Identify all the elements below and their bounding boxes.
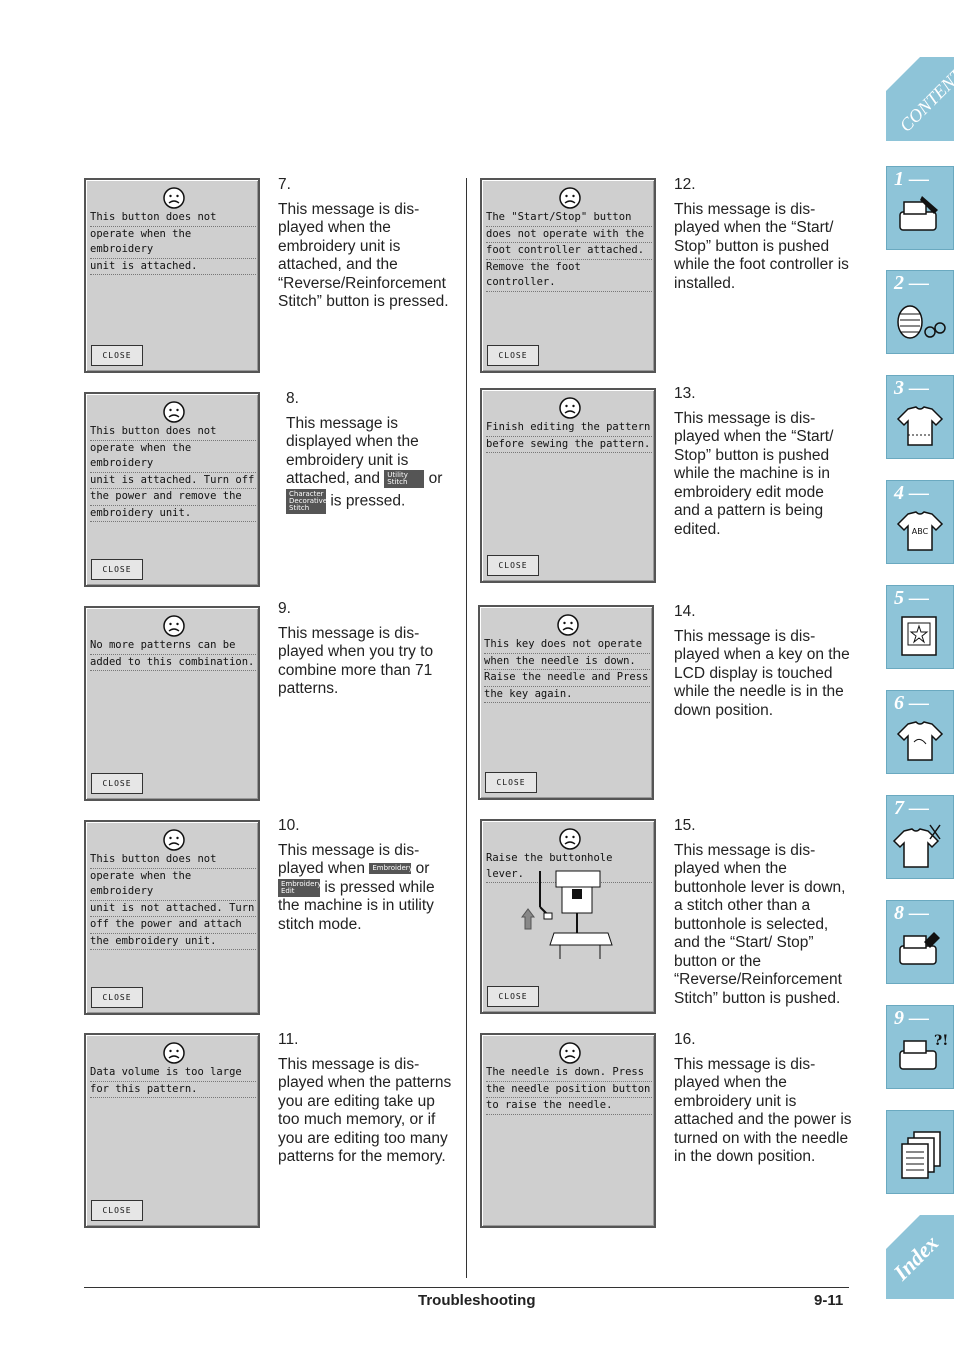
sad-face-icon — [162, 1041, 186, 1065]
lcd-message-text: This button does not operate when the embroidery unit is attached. Turn off the power and remove the embroidery unit. — [90, 424, 256, 522]
description-10: 10. This message is dis-played when Embroidery or Embroidery Edit is pressed while the machine is in utility stitch mode. — [278, 817, 458, 934]
tab-chapter-5[interactable]: 5 — — [886, 585, 954, 669]
sad-face-icon — [162, 186, 186, 210]
lcd-message-16 — [480, 1033, 656, 1228]
description-11 — [278, 1031, 458, 1167]
lcd-message-15 — [480, 819, 656, 1014]
close-button[interactable]: CLOSE — [91, 773, 143, 794]
description-text: This message is dis-played when the embroidery unit is attached, and the “Reverse/Reinforcement Stitch” button is pressed. — [278, 200, 449, 310]
item-number: 10. — [278, 817, 300, 834]
svg-text:?!: ?! — [934, 1033, 949, 1049]
description-13 — [674, 385, 854, 539]
close-button[interactable]: CLOSE — [91, 1200, 143, 1221]
shirt-scissors-icon — [894, 819, 946, 873]
description-16 — [674, 1031, 854, 1167]
lcd-message-text: Data volume is too large for this pattern. — [90, 1065, 256, 1098]
description-text: This message is dis-played when you try to combine more than 71 patterns. — [278, 624, 434, 697]
sad-face-icon — [556, 613, 580, 637]
tab-corner — [886, 57, 920, 91]
description-text: This message is dis-played when a key on the LCD display is touched while the needle is in the down position. — [674, 627, 850, 719]
tab-chapter-6[interactable]: 6 — — [886, 690, 954, 774]
buttonhole-lever-illustration — [516, 869, 626, 969]
sewing-machine-maintenance-icon — [894, 924, 946, 978]
lcd-message-text: This key does not operate when the needle is down. Raise the needle and Press the key again. — [484, 637, 650, 703]
footer-page-number: 9-11 — [814, 1292, 844, 1309]
tab-appendix[interactable] — [886, 1110, 954, 1194]
item-number: 13. — [674, 385, 696, 402]
sad-face-icon — [558, 396, 582, 420]
description-text: This message is dis-played when the “Start/ Stop” button is pushed while the foot controller is installed. — [674, 200, 849, 292]
lcd-message-11 — [84, 1033, 260, 1228]
close-button[interactable]: CLOSE — [485, 772, 537, 793]
lcd-message-text: This button does not operate when the embroidery unit is attached. — [90, 210, 256, 275]
item-number: 16. — [674, 1031, 696, 1048]
lcd-message-13 — [480, 388, 656, 583]
sad-face-icon — [162, 614, 186, 638]
tab-chapter-2[interactable]: 2 — — [886, 270, 954, 354]
tab-contents[interactable] — [886, 57, 973, 141]
sewing-machine-icon — [894, 190, 946, 244]
close-button[interactable]: CLOSE — [91, 345, 143, 366]
shirt-icon — [894, 399, 946, 453]
sewing-machine-question-icon — [894, 1029, 949, 1083]
svg-text:ABC: ABC — [911, 527, 929, 536]
lcd-message-text: The "Start/Stop" button does not operate with the foot controller attached. Remove the foot controller. — [486, 210, 652, 292]
description-8: 8. This message is displayed when the embroidery unit is attached, and Utility Stitch or Character Decorative Stitch is pressed. — [286, 390, 458, 514]
item-number: 14. — [674, 603, 696, 620]
sad-face-icon — [558, 186, 582, 210]
embroidery-edit-key-icon: Embroidery Edit — [278, 879, 320, 897]
item-number: 15. — [674, 817, 696, 834]
tab-chapter-4[interactable]: 4 — ABC — [886, 480, 954, 564]
close-button[interactable]: CLOSE — [91, 987, 143, 1008]
lcd-message-14 — [478, 605, 654, 800]
close-button[interactable]: CLOSE — [91, 559, 143, 580]
item-number: 11. — [278, 1031, 299, 1048]
sad-face-icon — [558, 1041, 582, 1065]
lcd-message-10 — [84, 820, 260, 1015]
documents-icon — [894, 1128, 946, 1182]
character-decorative-stitch-key-icon: Character Decorative Stitch — [286, 489, 326, 514]
sad-face-icon — [162, 828, 186, 852]
description-7 — [278, 176, 458, 312]
shirt-design-icon — [894, 714, 946, 768]
sad-face-icon — [558, 827, 582, 851]
utility-stitch-key-icon: Utility Stitch — [384, 470, 424, 488]
sad-face-icon — [162, 400, 186, 424]
description-14 — [674, 603, 854, 720]
close-button[interactable]: CLOSE — [487, 345, 539, 366]
tab-chapter-1[interactable]: 1 — — [886, 166, 954, 250]
tab-contents-label: CONTENTS — [895, 58, 973, 136]
lcd-message-9 — [84, 606, 260, 801]
lcd-message-text: The needle is down. Press the needle position button to raise the needle. — [486, 1065, 652, 1115]
column-divider — [466, 178, 467, 1278]
close-button[interactable]: CLOSE — [487, 986, 539, 1007]
shirt-abc-icon — [894, 504, 946, 558]
tab-index[interactable] — [886, 1215, 954, 1299]
tab-chapter-8[interactable]: 8 — — [886, 900, 954, 984]
lcd-message-text: Raise the buttonhole lever. — [486, 851, 652, 883]
embroidery-frame-icon — [894, 609, 946, 663]
lcd-message-12 — [480, 178, 656, 373]
description-9 — [278, 600, 458, 699]
tab-chapter-7[interactable]: 7 — — [886, 795, 954, 879]
thread-scissors-icon — [894, 294, 946, 348]
footer-rule — [84, 1287, 849, 1288]
tab-chapter-9[interactable]: 9 — ?! — [886, 1005, 954, 1089]
description-text: This message is dis-played when the patterns you are editing take up too much memory, or if you are editing too many patterns for the memory. — [278, 1055, 452, 1165]
description-text: This message is dis-played when the “Start/ Stop” button is pushed while the machine is in embroidery edit mode and a pattern is being edited. — [674, 409, 834, 538]
description-text: This message is dis-played when — [278, 841, 420, 877]
item-number: 8. — [286, 390, 299, 407]
close-button[interactable]: CLOSE — [487, 555, 539, 576]
item-number: 12. — [674, 176, 696, 193]
item-number: 7. — [278, 176, 291, 193]
embroidery-key-icon: Embroidery — [369, 863, 411, 874]
description-text: This message is displayed when the embroidery unit is attached, and — [286, 414, 419, 488]
lcd-message-text: No more patterns can be added to this combination. — [90, 638, 256, 671]
tab-chapter-3[interactable]: 3 — — [886, 375, 954, 459]
lcd-message-8 — [84, 392, 260, 587]
item-number: 9. — [278, 600, 291, 617]
description-12 — [674, 176, 854, 293]
lcd-message-text: Finish editing the pattern before sewing the pattern. — [486, 420, 652, 453]
description-text: This message is dis-played when the buttonhole lever is down, a stitch other than a buttonhole is selected, and the “Start/ Stop” button or the “Reverse/Reinforcement Stitch” button is pushed. — [674, 841, 846, 1007]
description-text: This message is dis-played when the embroidery unit is attached and the power is turned on with the needle in the down position. — [674, 1055, 852, 1165]
lcd-message-text: This button does not operate when the embroidery unit is not attached. Turn off the power and attach the embroidery unit. — [90, 852, 256, 950]
lcd-message-7 — [84, 178, 260, 373]
tab-index-label: Index — [888, 1230, 944, 1286]
description-15 — [674, 817, 854, 1008]
footer-section-title: Troubleshooting — [418, 1292, 536, 1309]
